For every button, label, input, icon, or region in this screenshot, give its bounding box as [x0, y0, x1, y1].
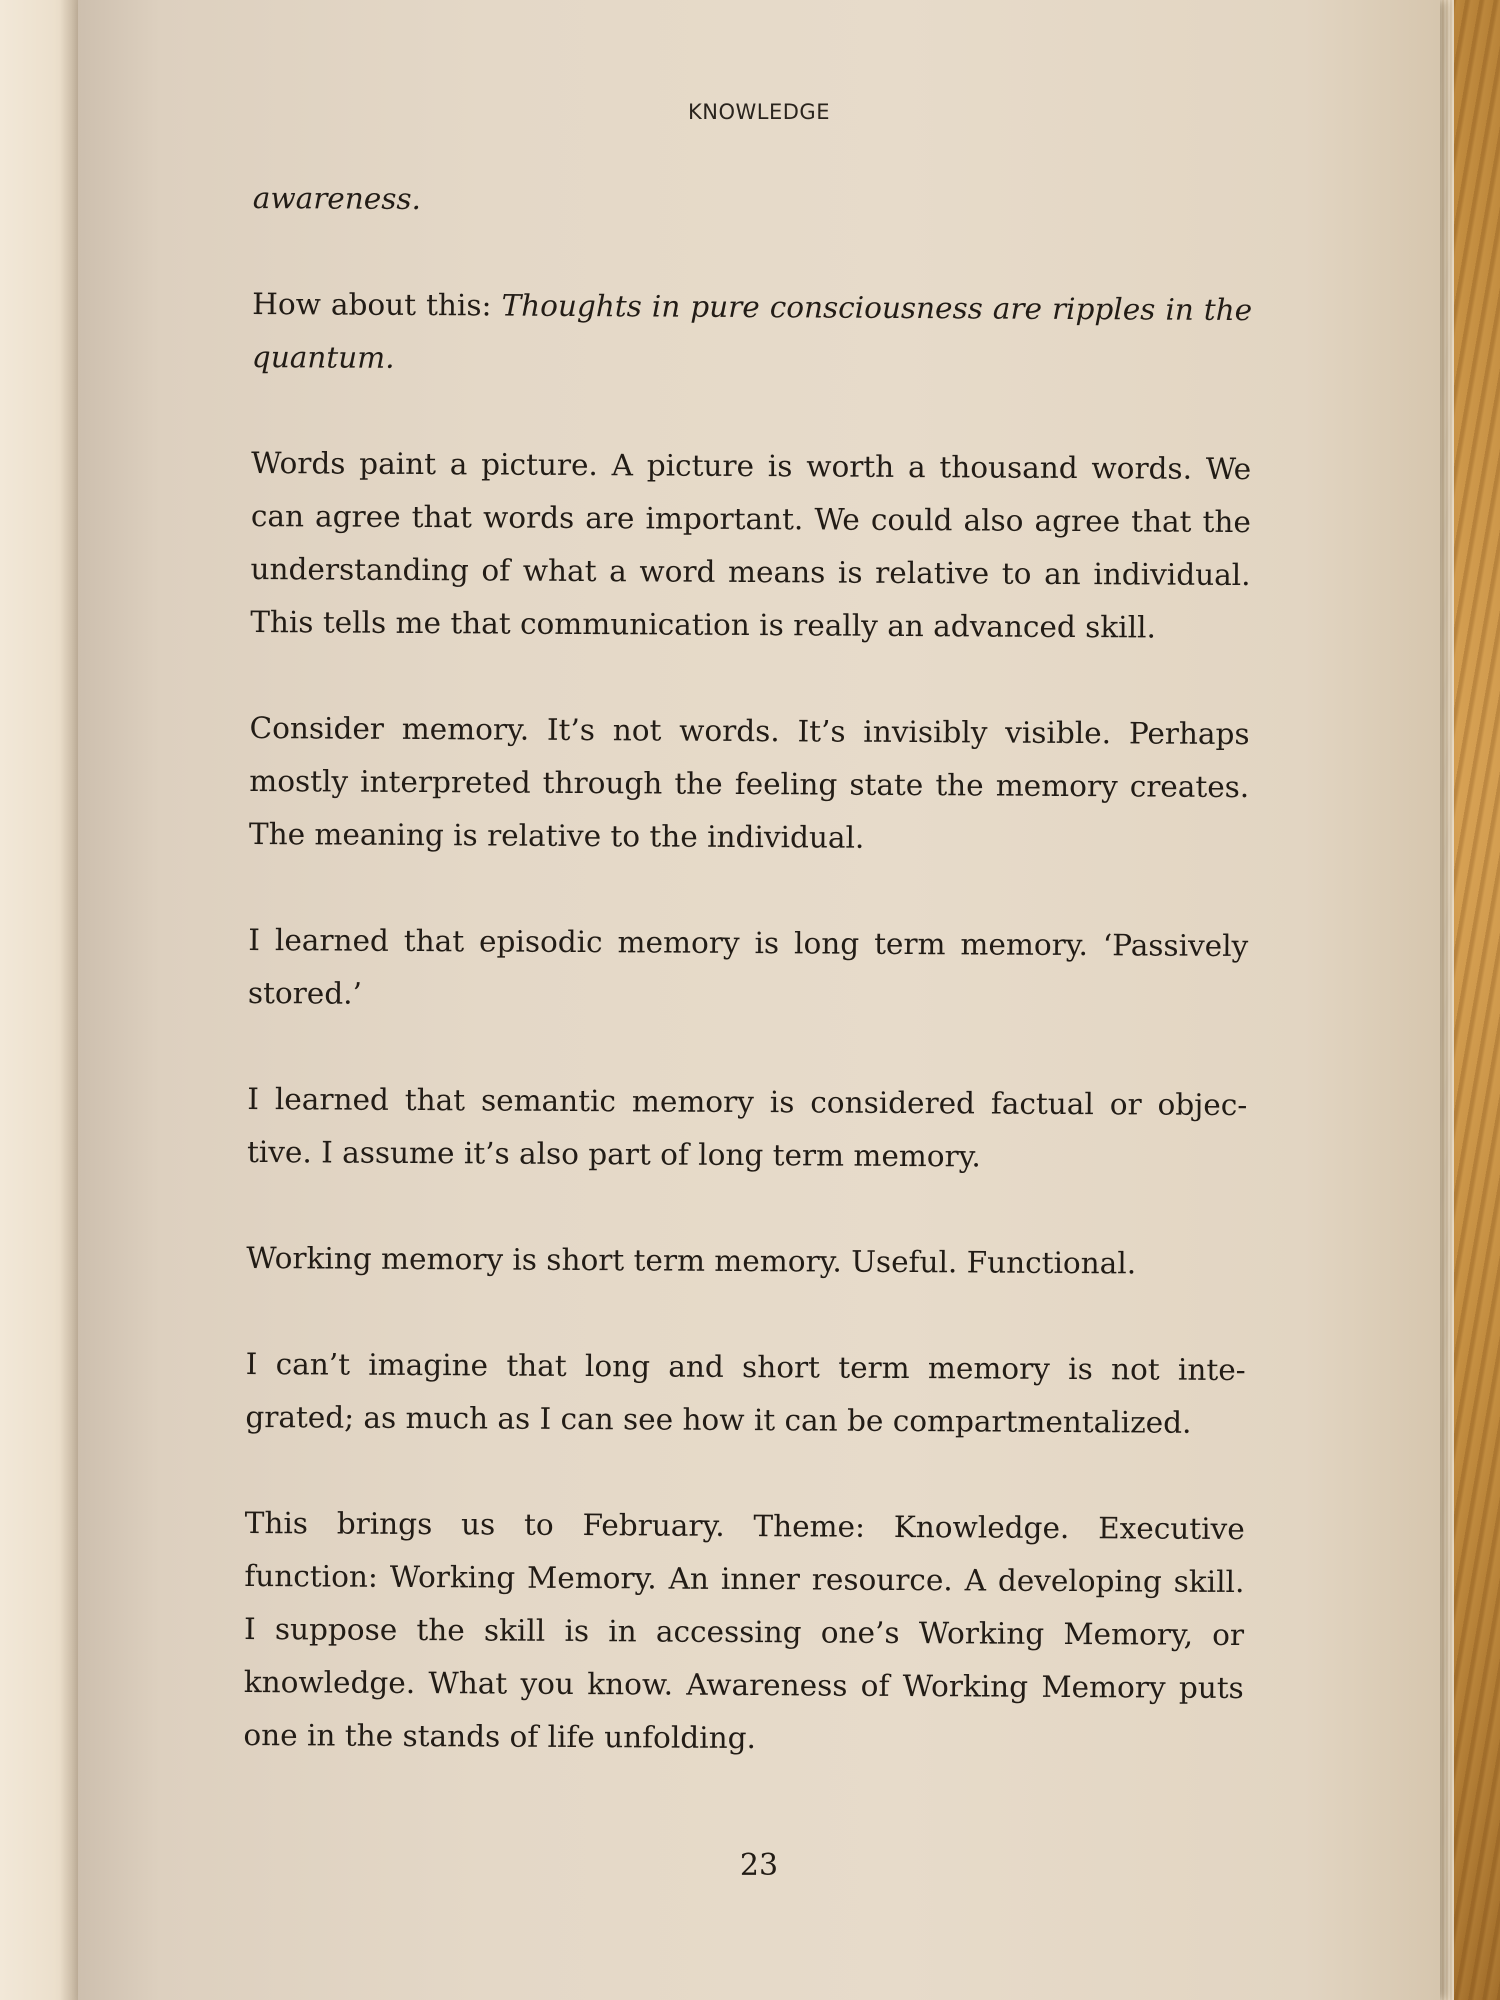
- paragraph-2-lead: How about this:: [252, 286, 502, 323]
- running-head: KNOWLEDGE: [688, 100, 830, 124]
- paragraph-3: Words paint a picture. A picture is worth a thousand words. We can agree that words are important. We could also agree that the understanding of what a word means is relative to an individual. This tells me that communication is really an advanced skill.: [250, 445, 1252, 645]
- paragraph-9: This brings us to February. Theme: Knowledge. Executive function: Working Memory. An inner resource. A developing skill. I suppose the skill is in accessing one’s Working Memory, or knowledge. What you know. Awareness of Working Memory puts one in the stands of life unfolding.: [243, 1505, 1245, 1756]
- book-page: [78, 0, 1440, 2000]
- body-text: [243, 172, 1253, 1821]
- paragraph-2-italic-quote: Thoughts in pure consciousness are ripples in the quantum.: [251, 288, 1253, 375]
- paragraph-4: Consider memory. It’s not words. It’s invisibly visible. Perhaps mostly interpreted through the feeling state the memory creates. The meaning is relative to the individual.: [248, 710, 1250, 855]
- paragraph-5: I learned that episodic memory is long term memory. ‘Passively stored.’: [247, 922, 1249, 1011]
- paragraph-6: I learned that semantic memory is considered factual or objec-tive. I assume it’s also part of long term memory.: [246, 1081, 1248, 1174]
- paragraph-2: [252, 278, 1253, 390]
- paragraph-8: I can’t imagine that long and short term memory is not inte-grated; as much as I can see how it can be compartmentalized.: [245, 1346, 1246, 1440]
- page-number: 23: [739, 1848, 779, 1883]
- paragraph-1: awareness.: [252, 180, 422, 217]
- paragraph-7: Working memory is short term memory. Useful. Functional.: [246, 1240, 1137, 1281]
